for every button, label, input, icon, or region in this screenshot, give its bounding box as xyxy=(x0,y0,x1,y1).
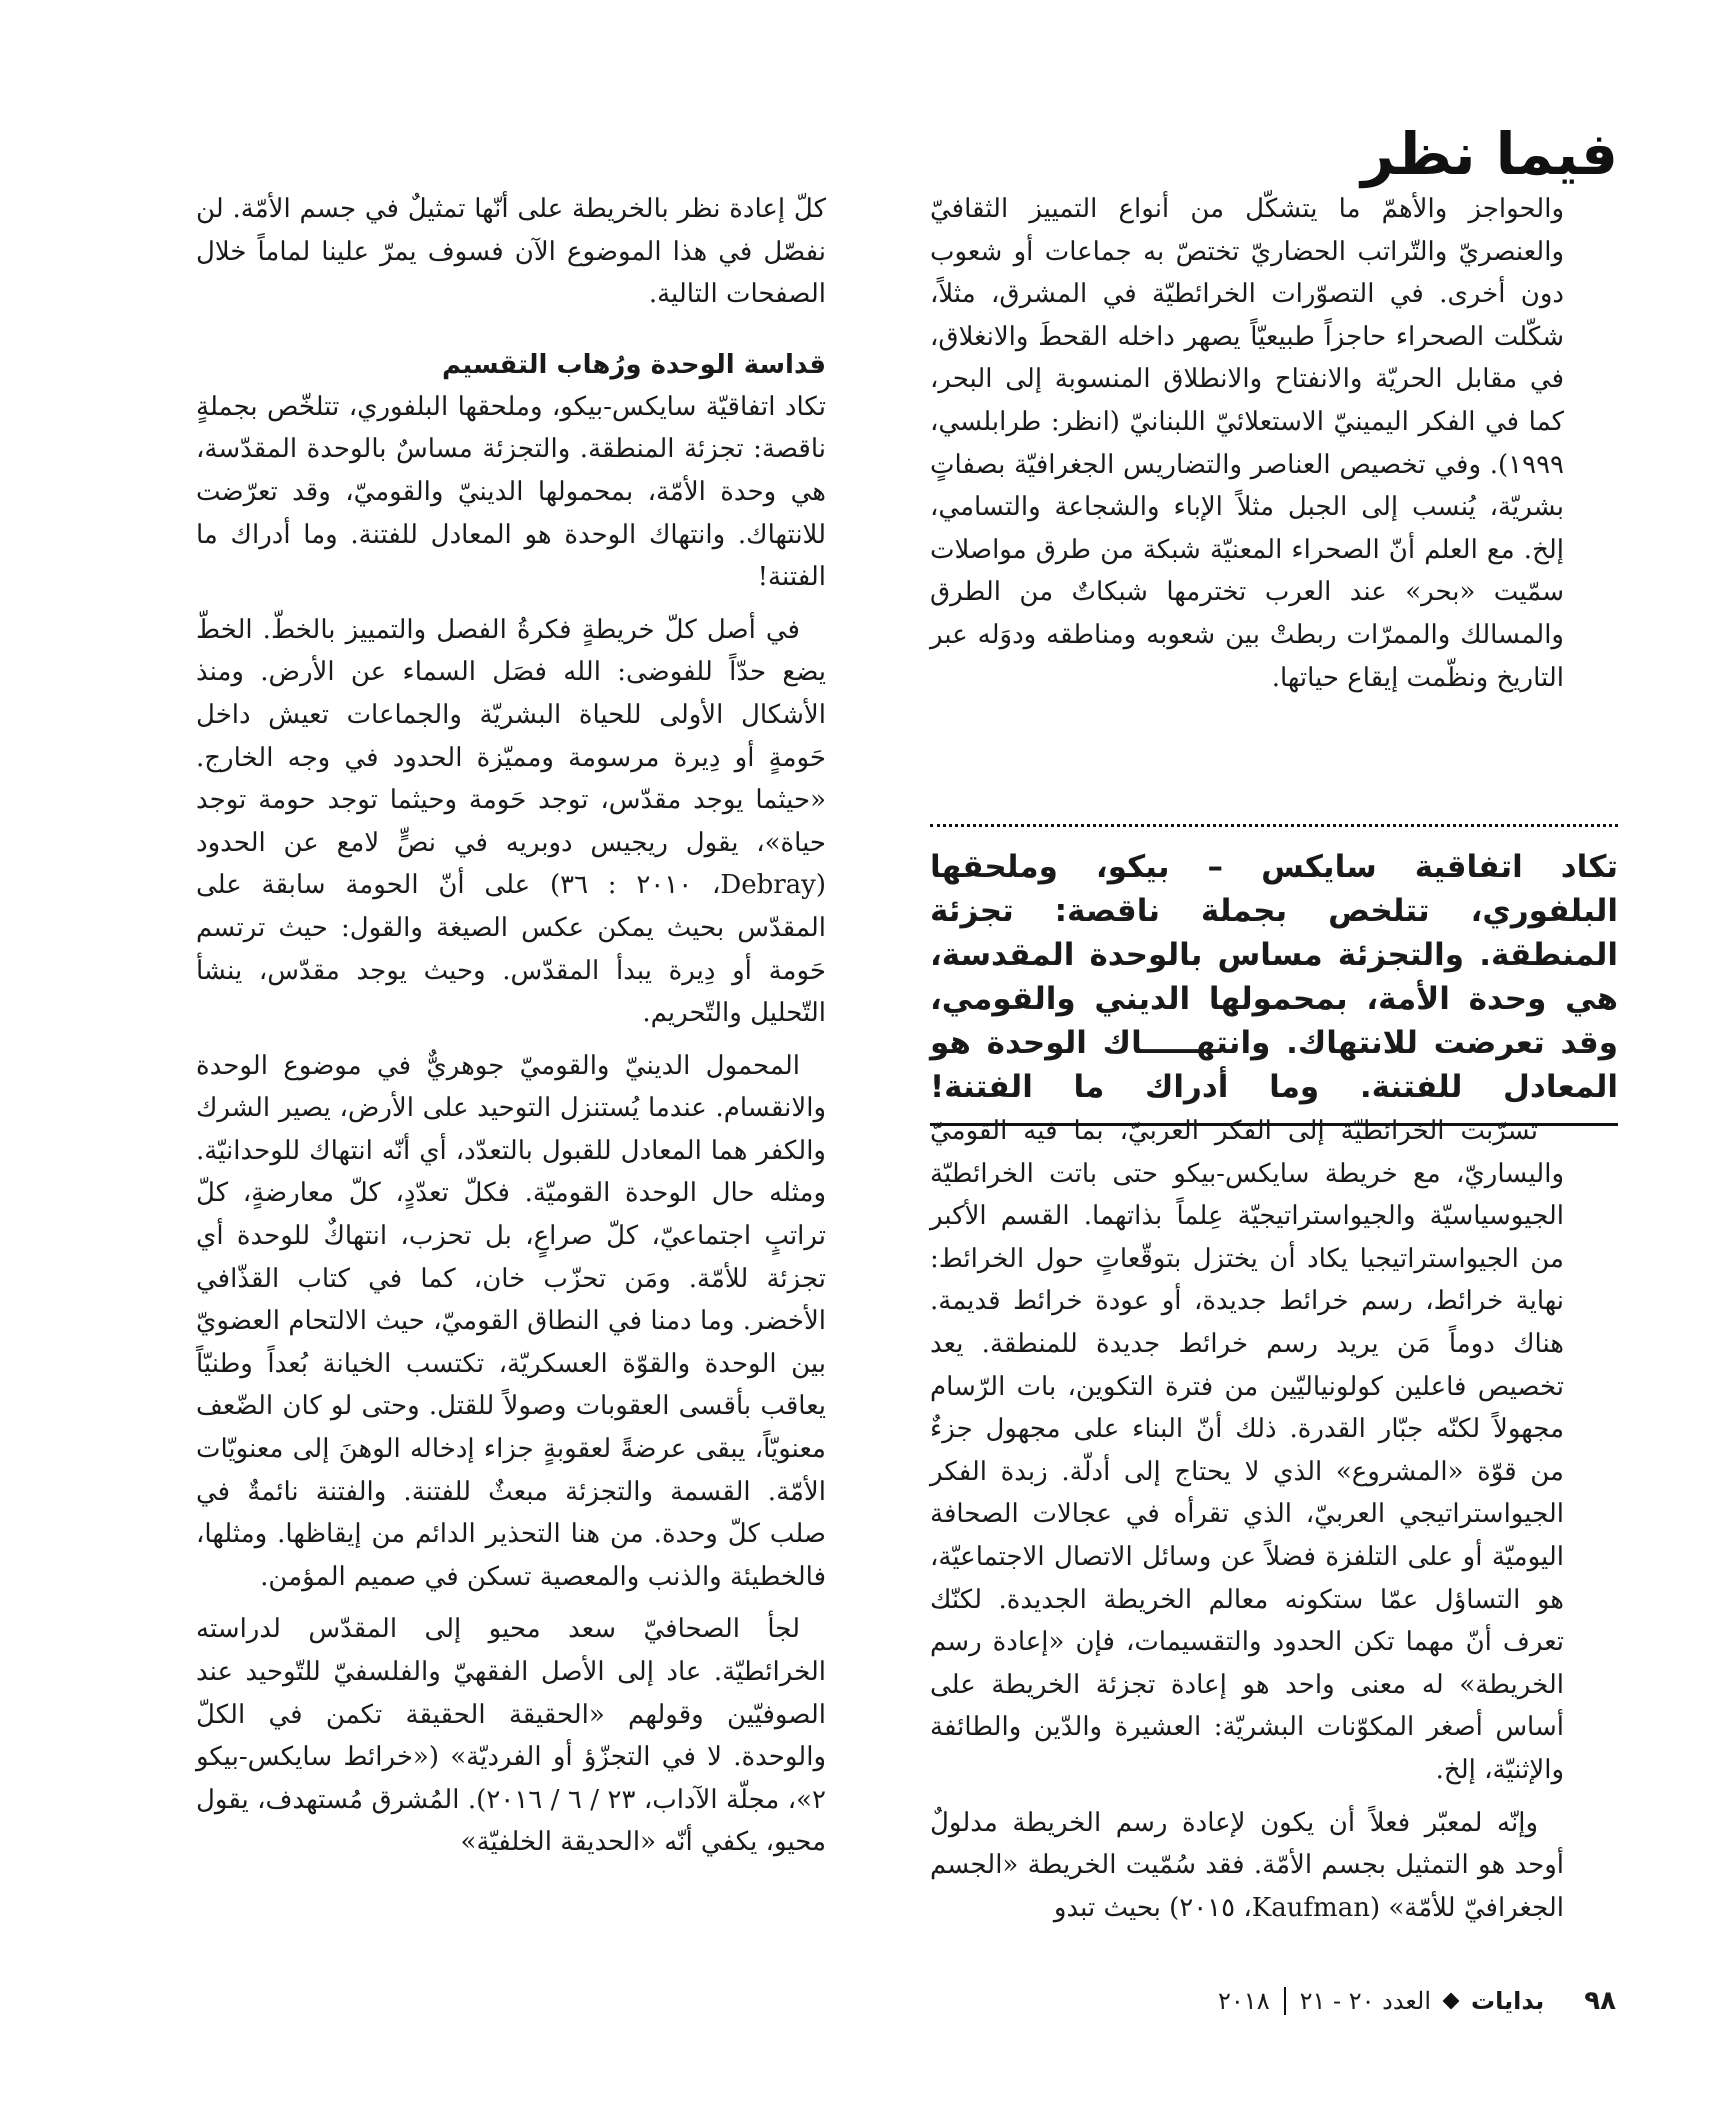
page-footer xyxy=(1218,1986,1616,2016)
issue-number: العدد ٢٠ - ٢١ xyxy=(1299,1987,1431,2015)
issue-year: ٢٠١٨ xyxy=(1218,1987,1270,2015)
right-column-bottom xyxy=(930,1110,1564,1939)
body-paragraph: تكاد اتفاقيّة سايكس-بيكو، وملحقها البلفوري، تتلخّص بجملةٍ ناقصة: تجزئة المنطقة. والتجزئة مساسٌ بالوحدة المقدّسة، هي وحدة الأمّة، بمحمولها الدينيّ والقوميّ، وقد تعرّضت للانتهاك. وانتهاك الوحدة هو المعادل للفتنة. وما أدراك ما الفتنة! xyxy=(196,391,826,593)
pull-quote-text: تكاد اتفاقية سايكس – بيكو، وملحقها البلفوري، تتلخص بجملة ناقصة: تجزئة المنطقة. والتجزئة مساس بالوحدة المقدسة، هي وحدة الأمة، بمحمولها الديني والقومي، وقد تعرضت للانتهاك. وانتهـــــاك الوحدة هو المعادل للفتنة. وما أدراك ما الفتنة! xyxy=(930,849,1618,1105)
section-logo-text: فيما نظر xyxy=(1361,120,1618,188)
left-intro-paragraph: كلّ إعادة نظر بالخريطة على أنّها تمثيلٌ في جسم الأمّة. لن نفصّل في هذا الموضوع الآن فسوف يمرّ علينا لماماً خلال الصفحات التالية. xyxy=(196,194,826,310)
right-top-paragraph: والحواجز والأهمّ ما يتشكّل من أنواع التمييز الثقافيّ والعنصريّ والتّراتب الحضاريّ تختصّ به جماعات أو شعوب دون أخرى. في التصوّرات الخرائطيّة في المشرق، مثلاً، شكّلت الصحراء حاجزاً طبيعيّاً يصهر داخله القحطَ والانغلاق، في مقابل الحريّة والانفتاح والانطلاق المنسوبة إلى البحر، كما في الفكر اليمينيّ الاستعلائيّ اللبنانيّ (انظر: طرابلسي، ١٩٩٩). وفي تخصيص العناصر والتضاريس الجغرافيّة بصفاتٍ بشريّة، يُنسب إلى الجبل مثلاً الإباء والشجاعة والتسامي، إلخ. مع العلم أنّ الصحراء المعنيّة شبكة من طرق مواصلات سمّيت «بحر» عند العرب تخترمها شبكاتٌ من الطرق والمسالك والممرّات ربطتْ بين شعوبه ومناطقه ودوَله عبر التاريخ ونظّمت إيقاع حياتها. xyxy=(930,194,1564,693)
section-heading: قداسة الوحدة ورُهاب التقسيم xyxy=(441,349,826,380)
left-column xyxy=(196,188,826,1874)
pull-quote xyxy=(930,824,1618,1126)
body-paragraph: لجأ الصحافيّ سعد محيو إلى المقدّس لدراسته الخرائطيّة. عاد إلى الأصل الفقهيّ والفلسفيّ للتّوحيد عند الصوفيّين وقولهم «الحقيقة الحقيقة تكمن في الكلّ والوحدة. لا في التجزّؤ أو الفرديّة» («خرائط سايكس-بيكو ٢»، مجلّة الآداب، ٢٣ / ٦ / ٢٠١٦). المُشرق مُستهدف، يقول محيو، يكفي أنّه «الحديقة الخلفيّة» xyxy=(196,1614,827,1858)
page-number: ٩٨ xyxy=(1584,1986,1616,2016)
publication-name: بدايات xyxy=(1471,1987,1545,2015)
body-paragraph: المحمول الدينيّ والقوميّ جوهريٌّ في موضوع الوحدة والانقسام. عندما يُستنزل التوحيد على الأرض، يصير الشرك والكفر هما المعادل للقبول بالتعدّد، أي أنّه انتهاك للوحدانيّة. ومثله حال الوحدة القوميّة. فكلّ تعدّدٍ، كلّ معارضةٍ، كلّ تراتبٍ اجتماعيّ، كلّ صراعٍ، بل تحزب، انتهاكٌ للوحدة أي تجزئة للأمّة. ومَن تحزّب خان، كما في كتاب القذّافي الأخضر. وما دمنا في النطاق القوميّ، حيث الالتحام العضويّ بين الوحدة والقوّة العسكريّة، تكتسب الخيانة بُعداً وطنيّاً يعاقب بأقسى العقوبات وصولاً للقتل. وحتى لو كان الضّعف معنويّاً، يبقى عرضةً لعقوبةٍ جزاء إدخاله الوهنَ إلى معنويّات الأمّة. القسمة والتجزئة مبعثٌ للفتنة. والفتنة نائمةٌ في صلب كلّ وحدة. من هنا التحذير الدائم من إيقاظها. ومثلها، فالخطيئة والذنب والمعصية تسكن في صميم المؤمن. xyxy=(196,1050,826,1592)
right-column-top xyxy=(930,188,1564,709)
body-paragraph: في أصل كلّ خريطةٍ فكرةُ الفصل والتمييز بالخطّ. الخطّ يضع حدّاً للفوضى: الله فصَل السماء عن الأرض. ومنذ الأشكال الأولى للحياة البشريّة والجماعات تعيش داخل حَومةٍ أو دِيرة مرسومة ومميّزة الحدود في وجه الخارج. «حيثما يوجد مقدّس، توجد حَومة وحيثما توجد حومة توجد حياة»، يقول ريجيس دوبريه في نصٍّ لامع عن الحدود (Debray، ٢٠١٠ : ٣٦) على أنّ الحومة سابقة على المقدّس بحيث يمكن عكس الصيغة والقول: حيث ترتسم حَومة أو دِيرة يبدأ المقدّس. وحيث يوجد مقدّس، ينشأ التّحليل والتّحريم. xyxy=(196,614,826,1029)
diamond-icon xyxy=(1443,1993,1460,2010)
body-paragraph: وإنّه لمعبّر فعلاً أن يكون لإعادة رسم الخريطة مدلولٌ أوحد هو التمثيل بجسم الأمّة. فقد سُمّيت الخريطة «الجسم الجغرافيّ للأمّة» (Kaufman، ٢٠١٥) بحيث تبدو xyxy=(930,1807,1564,1923)
footer-separator xyxy=(1284,1987,1286,2015)
pull-quote-top-rule xyxy=(930,824,1618,827)
body-paragraph: تسرّبت الخرائطيّة إلى الفكر العربيّ، بما فيه القوميّ واليساريّ، مع خريطة سايكس-بيكو حتى باتت الخرائطيّة الجيوسياسيّة والجيواستراتيجيّة عِلماً بذاتهما. القسم الأكبر من الجيواستراتيجيا يكاد أن يختزل بتوقّعاتٍ حول الخرائط: نهاية خرائط، رسم خرائط جديدة، أو عودة خرائط قديمة. هناك دوماً مَن يريد رسم خرائط جديدة للمنطقة. يعد تخصيص فاعلين كولونياليّين من فترة التكوين، بات الرّسام مجهولاً لكنّه جبّار القدرة. ذلك أنّ البناء على مجهول جزءٌ من قوّة «المشروع» الذي لا يحتاج إلى أدلّة. زبدة الفكر الجيواستراتيجي العربيّ، الذي تقرأه في عجالات الصحافة اليوميّة أو على التلفزة فضلاً عن وسائل الاتصال الاجتماعيّة، هو التساؤل عمّا ستكونه معالم الخريطة الجديدة. لكنّك تعرف أنّ مهما تكن الحدود والتقسيمات، فإن «إعادة رسم الخريطة» له معنى واحد هو إعادة تجزئة الخريطة على أساس أصغر المكوّنات البشريّة: العشيرة والدّين والطائفة والإثنيّة، إلخ. xyxy=(930,1116,1564,1785)
section-logo xyxy=(1361,118,1618,190)
